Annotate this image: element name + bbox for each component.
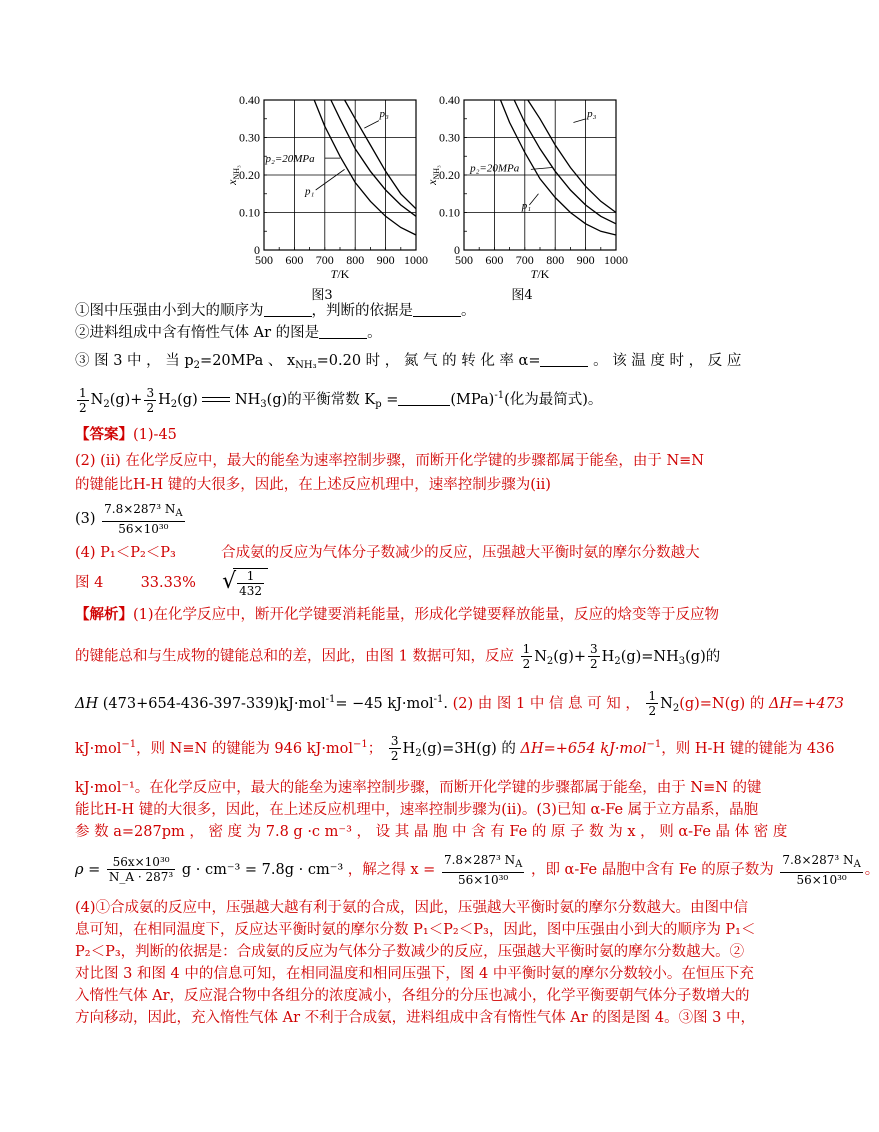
answer-4 bbox=[75, 542, 740, 564]
q3-text-a: ③ 图 3 中 ， 当 p bbox=[75, 353, 194, 369]
frac-half bbox=[77, 386, 89, 415]
label-p2: p₂=20MPa bbox=[265, 152, 315, 165]
answer-2: (2) (ⅱ) 在化学反应中，最大的能垒为速率控制步骤，而断开化学键的步骤都属于能垒，由于 N≡N bbox=[75, 453, 704, 469]
q1-blank-2 bbox=[413, 302, 461, 317]
x2-num-sub: A bbox=[853, 858, 861, 870]
analysis-line-14: 方向移动，因此，充入惰性气体 Ar 不利于合成氨，进料组成中含有惰性气体 Ar 的图是图 4。③图 3 中， bbox=[75, 1009, 756, 1026]
q1-text-a: ①图中压强由小到大的顺序为 bbox=[75, 303, 264, 319]
q2-text-b: 。 bbox=[367, 325, 382, 341]
eq-h2: H bbox=[402, 740, 416, 757]
label-p3: p₃ bbox=[379, 107, 389, 120]
dh-calc: (473+654-436-397-339)kJ·mol bbox=[102, 695, 326, 712]
frac-den: 2 bbox=[79, 400, 87, 415]
eq-sup: -1 bbox=[494, 390, 505, 401]
question-2 bbox=[75, 322, 740, 344]
answer-1 bbox=[75, 424, 740, 446]
eq-n2: N bbox=[660, 695, 673, 712]
y-tick-label: 0 bbox=[254, 243, 260, 257]
x-num: 7.8×287³ N bbox=[443, 852, 516, 867]
q3-text-b: =20MPa 、 x bbox=[200, 353, 296, 369]
eq-h2: H bbox=[601, 648, 615, 665]
y-axis-label: $x_{NH_3}$ bbox=[225, 165, 241, 185]
answer-4-sqrt bbox=[233, 568, 268, 598]
frac-num: 1 bbox=[79, 385, 87, 400]
x-tick-label: 700 bbox=[515, 253, 534, 267]
rho-den: N_A · 287³ bbox=[108, 870, 174, 884]
frac-num: 3 bbox=[146, 385, 155, 400]
x-tick-label: 800 bbox=[346, 253, 365, 267]
analysis-p1: (1)在化学反应中，断开化学键要消耗能量，形成化学键要释放能量，反应的焓变等于反应物 bbox=[133, 607, 720, 623]
answer-3-frac bbox=[102, 502, 184, 536]
figure-3 bbox=[222, 88, 428, 303]
analysis-line-11: P₂＜P₃，判断的依据是：合成氨的反应为气体分子数减少的反应，压强越大平衡时氨的摩尔分数越大。② bbox=[75, 943, 745, 960]
label-p3-leader bbox=[573, 119, 586, 123]
question-3b bbox=[75, 385, 740, 416]
label-p2: p₂=20MPa bbox=[470, 162, 520, 175]
eq-end: (化为最简式)。 bbox=[504, 392, 603, 408]
eq-n2: N bbox=[534, 648, 547, 665]
delta-h: ΔH bbox=[75, 695, 99, 712]
eq-nh3: (g)=NH bbox=[620, 648, 679, 665]
x-tick-label: 700 bbox=[315, 253, 334, 267]
y-tick-label: 0 bbox=[454, 243, 460, 257]
dh-473: ΔH=+473 bbox=[768, 695, 845, 712]
answer-block bbox=[75, 424, 740, 598]
x-tick-label: 600 bbox=[285, 253, 304, 267]
eq-sub: 3 bbox=[260, 399, 267, 410]
q3-text-c: =0.20 时 ， 氮 气 的 转 化 率 α= bbox=[316, 353, 541, 369]
y-tick-label: 0.40 bbox=[239, 93, 260, 107]
y-tick-label: 0.10 bbox=[239, 205, 260, 220]
eq-nh: NH bbox=[234, 392, 261, 408]
figure-4-caption: 图4 bbox=[511, 288, 533, 303]
frac-den: 2 bbox=[146, 400, 155, 415]
nn-bond: ，则 N≡N 的键能为 946 kJ·mol bbox=[136, 740, 354, 757]
sqrt-num: √ 1 bbox=[237, 569, 264, 584]
eq-sub: 2 bbox=[170, 399, 178, 410]
label-p3: p₃ bbox=[587, 107, 597, 120]
answer-3-num-sub: A bbox=[175, 508, 183, 519]
eq-n-g: (g)=N(g) 的 bbox=[679, 695, 765, 712]
questions-block bbox=[75, 300, 740, 416]
analysis-p2: 的键能总和与生成物的键能总和的差，因此，由图 1 数据可知，反应 bbox=[75, 648, 514, 665]
q3-blank-1 bbox=[540, 352, 588, 367]
y-tick-label: 0.20 bbox=[439, 168, 460, 182]
answer-4-fig: 图 4 bbox=[75, 575, 104, 591]
analysis-line-10: 息可知，在相同温度下，反应达平衡时氨的摩尔分数 P₁＜P₂＜P₃，因此，图中压强由小到大的顺序为 P₁＜ bbox=[75, 921, 756, 938]
figure-3-caption: 图3 bbox=[311, 288, 333, 303]
rho: ρ = bbox=[75, 861, 101, 878]
analysis-p3b: (2) 由 图 1 中 信 息 可 知 ， bbox=[452, 695, 640, 712]
series-curve-1 bbox=[314, 100, 416, 235]
hh-bond: ，则 H-H 键的键能为 436 bbox=[661, 740, 835, 757]
q3-blank-2 bbox=[398, 391, 450, 406]
analysis-line-6: 能比H-H 键的大很多，因此，在上述反应机理中，速率控制步骤为(ⅱ)。(3)已知 α-Fe 属于立方晶系，晶胞 bbox=[75, 801, 759, 818]
eq-plus: (g)+ bbox=[553, 648, 587, 665]
answer-4b bbox=[75, 568, 740, 598]
equilibrium-arrow-icon bbox=[202, 395, 230, 405]
answer-4-alpha: 33.33% bbox=[140, 575, 196, 591]
eq-h: H bbox=[158, 392, 171, 408]
figure-4-chart bbox=[422, 88, 628, 283]
analysis-line-5: kJ·mol⁻¹。在化学反应中，最大的能垒为速率控制步骤，而断开化学键的步骤都属于能垒，由于 N≡N 的键 bbox=[75, 779, 762, 796]
figures-area bbox=[222, 88, 642, 303]
eq-sub-p: p bbox=[375, 399, 382, 410]
question-3a bbox=[75, 350, 740, 377]
eq-kp: (g)的平衡常数 K bbox=[266, 392, 376, 408]
analysis-label: 【解析】 bbox=[75, 606, 133, 623]
analysis-line-3: ΔH (473+654-436-397-339)kJ·mol$^{-1}$= −45 kJ·mol$^{-1}$. (2) 由 图 1 中 信 息 可 知 ， $\frac{1}{2}$ $N_2(g)=N(g)$ 的 ΔH=+473 bbox=[75, 689, 845, 718]
answer-4-reason: 合成氨的反应为气体分子数减少的反应，压强越大平衡时氨的摩尔分数越大 bbox=[221, 545, 700, 561]
x-tick-label: 600 bbox=[485, 253, 504, 267]
question-1 bbox=[75, 300, 740, 322]
x-tick-label: 500 bbox=[455, 253, 473, 267]
series-curve-2 bbox=[331, 100, 416, 216]
x-tick-label: 1000 bbox=[404, 253, 428, 267]
rho-num: 56x×10³⁰ bbox=[107, 855, 175, 870]
figure-3-chart bbox=[222, 88, 428, 283]
dh-654: ΔH=+654 kJ·mol bbox=[520, 740, 647, 757]
x-tick-label: 900 bbox=[376, 253, 395, 267]
analysis-line-1 bbox=[75, 604, 740, 626]
eq-equals: = bbox=[381, 392, 399, 408]
answer-3-prefix: (3) bbox=[75, 511, 96, 527]
y-axis-label: $x_{NH_3}$ bbox=[425, 165, 441, 185]
x-tick-label: 900 bbox=[576, 253, 595, 267]
eq-sub: 2 bbox=[103, 399, 110, 410]
x-tick-label: 500 bbox=[255, 253, 273, 267]
analysis-line-7: 参 数 a=287pm ， 密 度 为 7.8 g ·c m⁻³ ， 设 其 晶 胞 中 含 有 Fe 的 原 子 数 为 x ， 则 α-Fe 晶 体 密 度 bbox=[75, 823, 788, 840]
sqrt-den: 432 bbox=[239, 584, 262, 598]
eq-end: (g)的 bbox=[685, 648, 721, 665]
q2-text-a: ②进料组成中含有惰性气体 Ar 的图是 bbox=[75, 325, 320, 341]
answer-4-order: (4) P₁＜P₂＜P₃ bbox=[75, 545, 176, 561]
unit-kj: kJ·mol bbox=[75, 740, 122, 757]
q1-text-c: 。 bbox=[461, 303, 476, 319]
eq-3h: (g)=3H(g) 的 bbox=[421, 740, 516, 757]
y-tick-label: 0.30 bbox=[239, 130, 260, 145]
y-tick-label: 0.20 bbox=[239, 168, 260, 182]
rho-mid: g · cm⁻³ = 7.8g · cm⁻³ bbox=[181, 861, 344, 878]
frac-three-half bbox=[144, 386, 156, 415]
q2-blank bbox=[319, 324, 367, 339]
x-den: 56×10³⁰ bbox=[458, 872, 509, 887]
solve-text: ，解之得 x = bbox=[347, 861, 436, 878]
q1-text-b: ，判断的依据是 bbox=[311, 303, 413, 319]
x-axis-label: T/K bbox=[330, 267, 350, 281]
sep: ； bbox=[367, 740, 383, 757]
answer-3 bbox=[75, 502, 740, 536]
answer-1-text: (1)-45 bbox=[133, 427, 177, 443]
label-p3-leader bbox=[364, 121, 379, 129]
analysis-line-2: 的键能总和与生成物的键能总和的差，因此，由图 1 数据可知，反应 $\frac{1}{2}$ $N_2(g)+$ $\frac{3}{2}$ $H_2(g)=NH_3(g)$的 bbox=[75, 642, 721, 671]
q3-sub-2: 2 bbox=[193, 360, 201, 371]
dh-result: = −45 kJ·mol bbox=[335, 695, 434, 712]
label-p1-leader bbox=[316, 169, 345, 190]
q1-blank-1 bbox=[264, 302, 312, 317]
x2-den: 56×10³⁰ bbox=[796, 872, 847, 887]
analysis-line-13: 入惰性气体 Ar，反应混合物中各组分的浓度减小，各组分的分压也减小，化学平衡要朝气体分子数增大的 bbox=[75, 987, 750, 1004]
result-text: ，即 α-Fe 晶胞中含有 Fe 的原子数为 bbox=[530, 861, 774, 878]
x-axis-label: T/K bbox=[530, 267, 550, 281]
analysis-line-4: kJ·mol$^{-1}$，则 N≡N 的键能为 946 kJ·mol$^{-1}$； $\frac{3}{2}$ $H_2(g)=3H(g)$ 的 ΔH=+654 kJ·mol$^{-1}$，则 H-H 键的键能为 436 bbox=[75, 734, 835, 763]
eq-plus: (g)+ bbox=[109, 392, 143, 408]
eq-n: N bbox=[90, 392, 104, 408]
analysis-line-9: (4)①合成氨的反应中，压强越大越有利于氨的合成，因此，压强越大平衡时氨的摩尔分数越大。由图中信 bbox=[75, 899, 749, 916]
eq-mpa: (MPa) bbox=[450, 392, 495, 408]
series-curve-3 bbox=[528, 100, 616, 213]
answer-label: 【答案】 bbox=[75, 426, 133, 443]
x-tick-label: 800 bbox=[546, 253, 565, 267]
y-tick-label: 0.10 bbox=[439, 205, 460, 220]
x2-num: 7.8×287³ N bbox=[782, 852, 854, 867]
figure-4 bbox=[422, 88, 628, 303]
label-p1: p₁ bbox=[305, 185, 315, 198]
end-dot: 。 bbox=[864, 861, 879, 878]
y-tick-label: 0.40 bbox=[439, 93, 460, 107]
x-num-sub: A bbox=[515, 858, 523, 870]
answer-3-num: 7.8×287³ N bbox=[104, 502, 176, 516]
analysis-line-12: 对比图 3 和图 4 中的信息可知，在相同温度和相同压强下，图 4 中平衡时氨的摩尔分数较小。在恒压下充 bbox=[75, 965, 754, 982]
answer-2b: 的键能比H-H 键的大很多，因此，在上述反应机理中，速率控制步骤为(ⅱ) bbox=[75, 477, 551, 493]
y-tick-label: 0.30 bbox=[439, 130, 460, 145]
label-p1: p₁ bbox=[521, 199, 532, 212]
x-tick-label: 1000 bbox=[604, 253, 628, 267]
q3-sub-nh3: NH₃ bbox=[295, 360, 317, 371]
q3-text-d: 。 该 温 度 时 ， 反 应 bbox=[588, 353, 742, 369]
answer-3-den: 56×10³⁰ bbox=[118, 522, 169, 536]
eq-g: (g) bbox=[177, 392, 198, 408]
